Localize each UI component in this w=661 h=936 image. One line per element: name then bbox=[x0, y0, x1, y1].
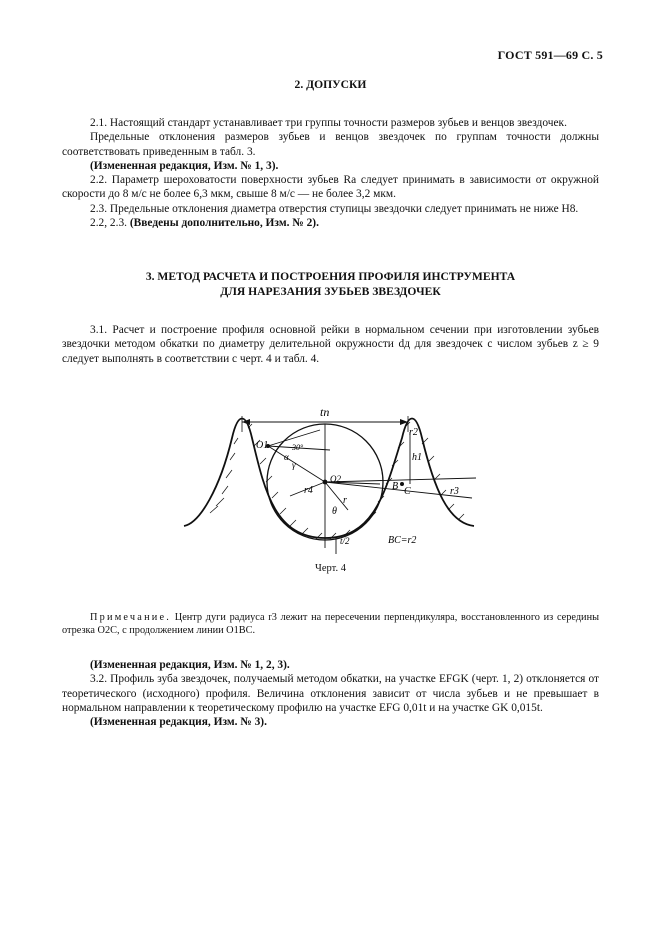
label-r4: r4 bbox=[304, 485, 313, 496]
label-r3: r3 bbox=[450, 486, 459, 497]
label-h1: h1 bbox=[412, 452, 422, 463]
label-b: B bbox=[392, 481, 399, 492]
amendment-note-4: (Измененная редакция, Изм. № 3). bbox=[90, 716, 267, 729]
label-angle: 30° bbox=[292, 443, 304, 452]
label-alpha: α bbox=[284, 452, 289, 462]
label-r: r bbox=[343, 495, 347, 506]
amendment-lead: 2.2, 2.3. bbox=[90, 217, 128, 230]
amendment-note-1: (Измененная редакция, Изм. № 1, 3). bbox=[90, 159, 279, 172]
paragraph-3-2: 3.2. Профиль зуба звездочек, получаемый методом обкатки, на участке EFGK (черт. 1, 2) отклоняется от теоретического (исходного) профиля. Величина отклонения зависит от числа зубьев и не превышает в нормальном направлении к теоретическому профилю на участке EFG 0,01t и на участке GK 0,015t. bbox=[62, 673, 599, 714]
paragraph-2-3: 2.3. Предельные отклонения диаметра отверстия ступицы звездочки следует принимать не ниже Н8. bbox=[90, 202, 579, 215]
label-o1: O1 bbox=[256, 440, 269, 451]
label-o2: O2 bbox=[330, 474, 341, 484]
figure-note bbox=[62, 611, 599, 637]
section-3-tail bbox=[62, 658, 599, 729]
label-bc: BC=r2 bbox=[388, 535, 417, 546]
label-gamma: γ bbox=[292, 460, 296, 470]
label-half-pitch: t/2 bbox=[340, 536, 350, 546]
note-text: Центр дуги радиуса r3 лежит на пересечении перпендикуляра, восстановленного из середины отрезка O2C, с продолжением линии O1BC. bbox=[62, 612, 599, 637]
section-3-title-line2: ДЛЯ НАРЕЗАНИЯ ЗУБЬЕВ ЗВЕЗДОЧЕК bbox=[220, 285, 441, 298]
amendment-note-2 bbox=[62, 216, 599, 230]
section-2-title: 2. ДОПУСКИ bbox=[294, 78, 367, 91]
section-3-title-line1: 3. МЕТОД РАСЧЕТА И ПОСТРОЕНИЯ ПРОФИЛЯ ИНСТРУМЕНТА bbox=[145, 270, 516, 283]
label-c: C bbox=[404, 486, 411, 497]
paragraph-2-2: 2.2. Параметр шероховатости поверхности зубьев Ra следует принимать в зависимости от окружной скорости до 8 м/с не более 6,3 мкм, свыше 8 м/с — не более 3,2 мкм. bbox=[62, 174, 599, 201]
note-label: Примечание. bbox=[90, 612, 172, 623]
label-r2: r2 bbox=[409, 427, 418, 438]
page-header: ГОСТ 591—69 С. 5 bbox=[497, 48, 603, 62]
figure-caption: Черт. 4 bbox=[315, 563, 346, 574]
label-theta: θ bbox=[332, 506, 337, 517]
paragraph-deviations: Предельные отклонения размеров зубьев и венцов звездочек по группам точности должны соответствовать приведенным в табл. 3. bbox=[62, 131, 599, 158]
label-tn: tn bbox=[320, 405, 330, 419]
amendment-note-3: (Измененная редакция, Изм. № 1, 2, 3). bbox=[90, 659, 290, 671]
section-2-body bbox=[62, 116, 599, 230]
amendment-bold: (Введены дополнительно, Изм. № 2). bbox=[129, 217, 319, 230]
paragraph-3-1: 3.1. Расчет и построение профиля основной рейки в нормальном сечении при изготовлении зубьев звездочки методом обкатки по диаметру делительной окружности dд для звездочек с числом зубьев z ≥ 9 следует выполнять в соответствии с черт. 4 и табл. 4. bbox=[62, 324, 599, 365]
tooth-profile-curve bbox=[184, 419, 474, 539]
paragraph-2-1: 2.1. Настоящий стандарт устанавливает три группы точности размеров зубьев и венцов звездочек. bbox=[90, 117, 567, 129]
tooth-profile-figure bbox=[180, 398, 480, 558]
